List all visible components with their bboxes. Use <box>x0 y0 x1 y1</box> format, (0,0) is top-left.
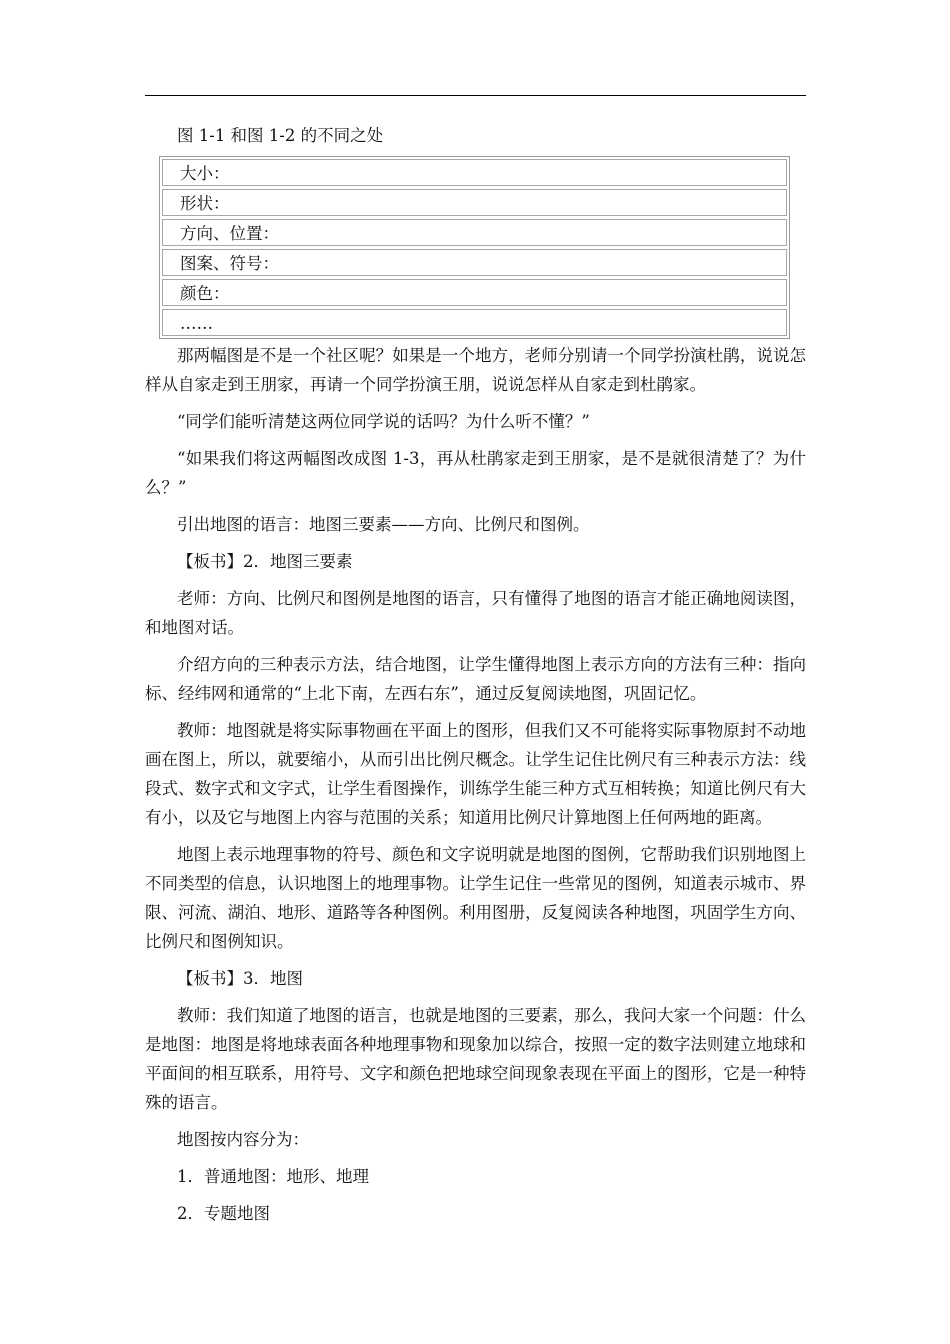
section-heading: 【板书】3．地图 <box>177 969 303 988</box>
paragraph: 教师：地图就是将实际事物画在平面上的图形，但我们又不可能将实际事物原封不动地画在图上，所以，就要缩小，从而引出比例尺概念。让学生记住比例尺有三种表示方法：线段式、数字式和文字式，让学生看图操作，训练学生能三种方式互相转换；知道比例尺有大有小，以及它与地图上内容与范围的关系；知道用比例尺计算地图上任何两地的距离。 <box>145 721 806 827</box>
paragraph: 教师：我们知道了地图的语言，也就是地图的三要素，那么，我问大家一个问题：什么是地图：地图是将地球表面各种地理事物和现象加以综合，按照一定的数字法则建立地球和平面间的相互联系，用符号、文字和颜色把地球空间现象表现在平面上的图形，它是一种特殊的语言。 <box>145 1006 806 1112</box>
table-row: 大小： <box>162 159 787 186</box>
table-row: 方向、位置： <box>162 219 787 246</box>
document-body <box>145 121 806 1236</box>
paragraph: 引出地图的语言：地图三要素——方向、比例尺和图例。 <box>177 515 590 534</box>
paragraph: 老师：方向、比例尺和图例是地图的语言，只有懂得了地图的语言才能正确地阅读图，和地图对话。 <box>145 589 806 637</box>
section-heading: 【板书】2．地图三要素 <box>177 552 353 571</box>
table-caption: 图 1-1 和图 1-2 的不同之处 <box>177 126 384 145</box>
paragraph: 地图上表示地理事物的符号、颜色和文字说明就是地图的图例，它帮助我们识别地图上不同类型的信息，认识地图上的地理事物。让学生记住一些常见的图例，知道表示城市、界限、河流、湖泊、地形、道路等各种图例。利用图册，反复阅读各种地图，巩固学生方向、比例尺和图例知识。 <box>145 845 806 951</box>
header-rule <box>145 95 806 96</box>
comparison-table <box>159 156 790 339</box>
paragraph: “同学们能听清楚这两位同学说的话吗？为什么听不懂？” <box>177 412 590 431</box>
table-row: 形状： <box>162 189 787 216</box>
table-row: 颜色： <box>162 279 787 306</box>
paragraph: 地图按内容分为： <box>177 1130 309 1149</box>
table-row: …… <box>162 309 787 336</box>
table-row: 图案、符号： <box>162 249 787 276</box>
list-item: 1．普通地图：地形、地理 <box>177 1167 369 1186</box>
paragraph: 那两幅图是不是一个社区呢？如果是一个地方，老师分别请一个同学扮演杜鹃，说说怎样从自家走到王朋家，再请一个同学扮演王朋，说说怎样从自家走到杜鹃家。 <box>145 346 806 394</box>
paragraph: “如果我们将这两幅图改成图 1-3，再从杜鹃家走到王朋家，是不是就很清楚了？为什么？” <box>145 449 806 497</box>
paragraph: 介绍方向的三种表示方法，结合地图，让学生懂得地图上表示方向的方法有三种：指向标、经纬网和通常的“上北下南，左西右东”，通过反复阅读地图，巩固记忆。 <box>145 655 806 703</box>
list-item: 2．专题地图 <box>177 1204 270 1223</box>
